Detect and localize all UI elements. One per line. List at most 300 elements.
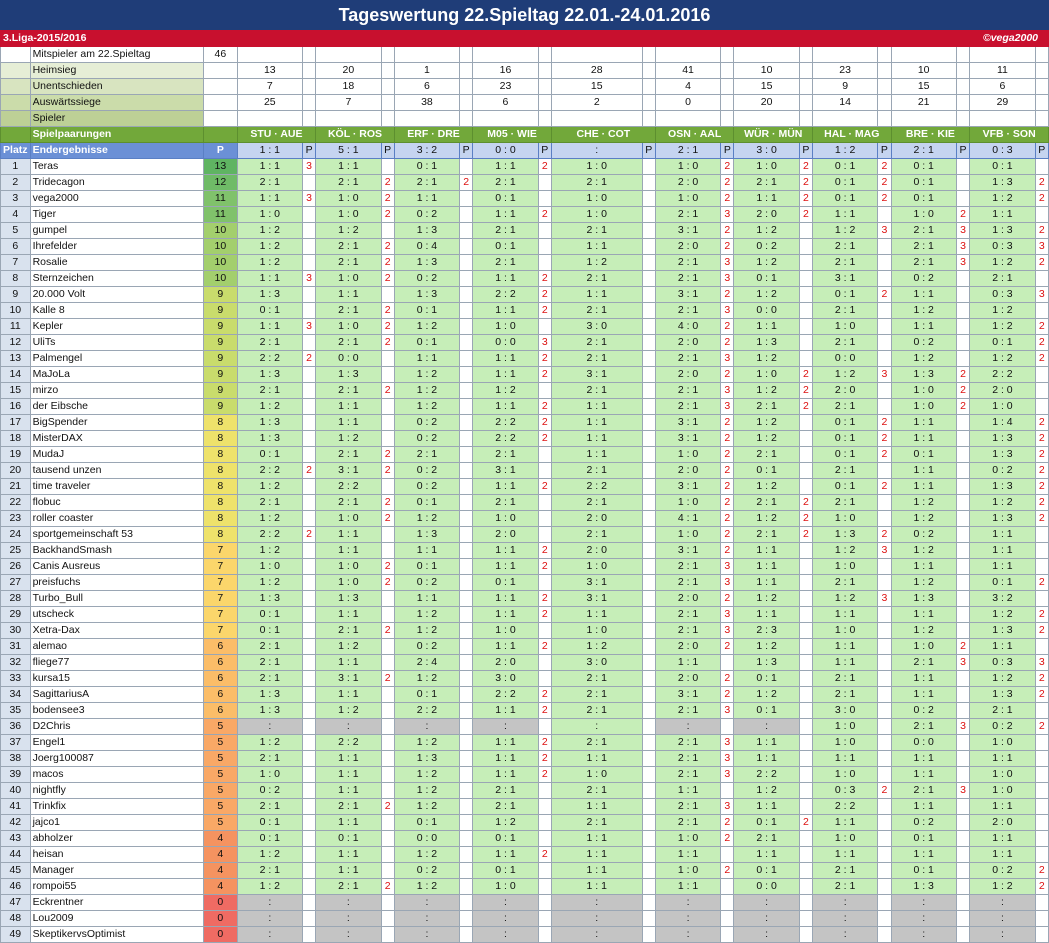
tip-points: 2 xyxy=(1035,607,1048,623)
blank xyxy=(878,47,891,63)
tip-points xyxy=(302,415,315,431)
tip-cell: 2 : 0 xyxy=(473,527,538,543)
tip-points xyxy=(460,159,473,175)
tip-cell: 1 : 0 xyxy=(655,159,720,175)
tip-points xyxy=(799,735,812,751)
tip-cell: 2 : 0 xyxy=(655,175,720,191)
player-rank: 22 xyxy=(1,495,31,511)
stat-cell: 10 xyxy=(734,63,799,79)
tip-cell: 1 : 2 xyxy=(970,319,1035,335)
tip-cell: 2 : 1 xyxy=(316,239,381,255)
tip-cell: 1 : 1 xyxy=(734,543,799,559)
player-rank: 17 xyxy=(1,415,31,431)
tip-points xyxy=(1035,831,1048,847)
tip-points xyxy=(302,255,315,271)
tip-points xyxy=(538,895,551,911)
tip-cell: 1 : 2 xyxy=(734,223,799,239)
tip-cell: 2 : 1 xyxy=(655,767,720,783)
player-rank: 8 xyxy=(1,271,31,287)
tip-points xyxy=(642,543,655,559)
tip-points xyxy=(460,735,473,751)
blank xyxy=(970,111,1035,127)
tip-points xyxy=(878,207,891,223)
player-points: 7 xyxy=(204,543,238,559)
tip-cell: 1 : 2 xyxy=(970,671,1035,687)
tip-points xyxy=(302,879,315,895)
tip-points xyxy=(1035,799,1048,815)
tip-cell: 1 : 1 xyxy=(473,207,538,223)
tip-cell: 1 : 1 xyxy=(970,847,1035,863)
tip-cell: 1 : 0 xyxy=(813,719,878,735)
tip-points: 2 xyxy=(381,511,394,527)
tip-points: 2 xyxy=(878,479,891,495)
player-name: BigSpender xyxy=(30,415,203,431)
tip-cell: 1 : 1 xyxy=(813,207,878,223)
tip-cell: 1 : 3 xyxy=(970,623,1035,639)
player-rank: 14 xyxy=(1,367,31,383)
tip-cell: 2 : 1 xyxy=(316,447,381,463)
tip-cell: 1 : 2 xyxy=(970,607,1035,623)
player-row xyxy=(1,783,1049,799)
tip-points: 2 xyxy=(1035,223,1048,239)
tip-cell: 1 : 3 xyxy=(970,479,1035,495)
tip-cell: 1 : 1 xyxy=(473,735,538,751)
tip-points xyxy=(302,287,315,303)
tip-points xyxy=(642,719,655,735)
tip-cell: 1 : 0 xyxy=(237,767,302,783)
stat-cell: 4 xyxy=(655,79,720,95)
tip-points: 2 xyxy=(721,671,734,687)
tip-points xyxy=(642,431,655,447)
tip-points: 2 xyxy=(381,623,394,639)
tip-cell: 2 : 1 xyxy=(891,783,956,799)
tip-cell: 3 : 1 xyxy=(655,223,720,239)
blank xyxy=(551,47,642,63)
tip-cell: 1 : 2 xyxy=(734,639,799,655)
tip-points: 2 xyxy=(538,607,551,623)
fixture-pair: OSN · AAL xyxy=(655,127,734,143)
blank xyxy=(302,79,315,95)
tip-cell: 1 : 2 xyxy=(551,255,642,271)
stat-cell: 10 xyxy=(891,63,956,79)
tip-cell: 1 : 1 xyxy=(316,751,381,767)
blank xyxy=(642,111,655,127)
tip-points xyxy=(956,175,969,191)
player-row xyxy=(1,831,1049,847)
tip-cell: 2 : 1 xyxy=(891,223,956,239)
tip-cell: 2 : 1 xyxy=(891,239,956,255)
tip-cell: 0 : 1 xyxy=(394,559,459,575)
tip-cell: 1 : 3 xyxy=(734,335,799,351)
player-row xyxy=(1,399,1049,415)
tip-cell: 1 : 3 xyxy=(970,223,1035,239)
tip-points: 2 xyxy=(721,223,734,239)
tip-cell: 1 : 2 xyxy=(891,351,956,367)
tip-points xyxy=(460,223,473,239)
tip-points xyxy=(538,783,551,799)
tip-points xyxy=(878,671,891,687)
tip-points xyxy=(956,671,969,687)
tip-points xyxy=(538,447,551,463)
tip-cell: 3 : 1 xyxy=(655,415,720,431)
tip-cell: 3 : 1 xyxy=(551,575,642,591)
tip-cell: 2 : 1 xyxy=(655,271,720,287)
p-header: P xyxy=(381,143,394,159)
tip-cell: 1 : 1 xyxy=(316,815,381,831)
blank xyxy=(316,111,381,127)
blank xyxy=(970,47,1035,63)
tip-points xyxy=(1035,927,1048,943)
tip-points xyxy=(381,223,394,239)
player-points: 9 xyxy=(204,287,238,303)
tip-points xyxy=(878,559,891,575)
tip-points xyxy=(1035,815,1048,831)
player-name: mirzo xyxy=(30,383,203,399)
tip-points xyxy=(956,351,969,367)
tip-points: 3 xyxy=(956,655,969,671)
tip-cell: 2 : 1 xyxy=(734,175,799,191)
tip-points: 2 xyxy=(381,191,394,207)
tip-points xyxy=(460,239,473,255)
tip-cell: 2 : 1 xyxy=(551,175,642,191)
tip-cell: 2 : 1 xyxy=(891,719,956,735)
tip-points xyxy=(878,335,891,351)
tip-points xyxy=(642,703,655,719)
stat-cell: 9 xyxy=(813,79,878,95)
tip-cell: 1 : 1 xyxy=(734,575,799,591)
blank xyxy=(204,95,238,111)
tip-points: 2 xyxy=(799,527,812,543)
player-points: 5 xyxy=(204,719,238,735)
player-points: 13 xyxy=(204,159,238,175)
tip-cell: 3 : 1 xyxy=(473,463,538,479)
tip-cell: 2 : 1 xyxy=(551,463,642,479)
player-name: Teras xyxy=(30,159,203,175)
tip-points: 3 xyxy=(302,319,315,335)
tip-cell: 1 : 2 xyxy=(891,511,956,527)
tip-points xyxy=(302,751,315,767)
tip-cell: 2 : 1 xyxy=(734,447,799,463)
tip-points: 2 xyxy=(538,351,551,367)
tip-points xyxy=(1035,847,1048,863)
participants-row xyxy=(1,47,1049,63)
tip-points xyxy=(1035,527,1048,543)
tip-cell: 1 : 3 xyxy=(394,223,459,239)
player-rank: 1 xyxy=(1,159,31,175)
player-row xyxy=(1,335,1049,351)
player-rank: 23 xyxy=(1,511,31,527)
tip-cell: 0 : 1 xyxy=(891,175,956,191)
tip-cell: 1 : 1 xyxy=(551,831,642,847)
tip-cell: 1 : 1 xyxy=(655,879,720,895)
tip-cell: 0 : 2 xyxy=(970,863,1035,879)
player-row xyxy=(1,415,1049,431)
tip-cell: 2 : 1 xyxy=(551,687,642,703)
player-points: 6 xyxy=(204,671,238,687)
tip-cell: 1 : 1 xyxy=(316,655,381,671)
player-points: 7 xyxy=(204,623,238,639)
tip-cell: 1 : 0 xyxy=(655,831,720,847)
blank xyxy=(1,111,31,127)
fixtures-label: Spielpaarungen xyxy=(30,127,203,143)
tip-points xyxy=(538,383,551,399)
tip-points xyxy=(799,319,812,335)
tip-points xyxy=(460,479,473,495)
player-name: Rosalie xyxy=(30,255,203,271)
blank xyxy=(551,111,642,127)
tip-points xyxy=(956,543,969,559)
tip-points xyxy=(381,863,394,879)
tip-cell: 0 : 1 xyxy=(813,479,878,495)
tip-cell: 1 : 3 xyxy=(394,255,459,271)
tip-points xyxy=(302,207,315,223)
player-points: 7 xyxy=(204,559,238,575)
tip-cell: 1 : 0 xyxy=(813,623,878,639)
player-row xyxy=(1,607,1049,623)
blank xyxy=(302,111,315,127)
tip-points xyxy=(799,879,812,895)
tip-cell: 1 : 1 xyxy=(734,751,799,767)
tip-points xyxy=(460,703,473,719)
tip-points xyxy=(302,175,315,191)
tip-cell: 1 : 2 xyxy=(970,351,1035,367)
player-rank: 48 xyxy=(1,911,31,927)
player-rank: 27 xyxy=(1,575,31,591)
tip-points xyxy=(1035,751,1048,767)
fixture-pair: STU · AUE xyxy=(237,127,316,143)
tip-points xyxy=(642,319,655,335)
tip-points: 2 xyxy=(878,175,891,191)
tip-points xyxy=(721,719,734,735)
tip-points xyxy=(302,895,315,911)
tip-cell: 2 : 1 xyxy=(316,303,381,319)
tip-cell: 2 : 1 xyxy=(237,655,302,671)
blank xyxy=(799,79,812,95)
tip-points xyxy=(538,671,551,687)
tip-points xyxy=(799,303,812,319)
tip-cell: 2 : 0 xyxy=(813,383,878,399)
tip-cell: 2 : 1 xyxy=(813,399,878,415)
blank xyxy=(538,63,551,79)
tip-points: 2 xyxy=(956,367,969,383)
tip-cell: 1 : 3 xyxy=(237,287,302,303)
tip-points xyxy=(878,383,891,399)
tip-cell: 0 : 1 xyxy=(813,447,878,463)
player-name: sportgemeinschaft 53 xyxy=(30,527,203,543)
player-points: 5 xyxy=(204,799,238,815)
player-points: 11 xyxy=(204,207,238,223)
tip-points xyxy=(878,879,891,895)
tip-points xyxy=(642,399,655,415)
tip-cell: 0 : 2 xyxy=(734,239,799,255)
tip-points xyxy=(642,159,655,175)
tip-points: 2 xyxy=(538,559,551,575)
tip-cell: 0 : 1 xyxy=(394,815,459,831)
tip-cell: 2 : 1 xyxy=(473,255,538,271)
tip-points: 2 xyxy=(721,287,734,303)
player-name: 20.000 Volt xyxy=(30,287,203,303)
tip-points: 3 xyxy=(302,191,315,207)
tip-cell: 1 : 2 xyxy=(316,703,381,719)
tip-points xyxy=(956,879,969,895)
player-row xyxy=(1,751,1049,767)
tip-cell: 0 : 1 xyxy=(891,831,956,847)
tip-points: 2 xyxy=(721,319,734,335)
tip-points xyxy=(799,591,812,607)
tip-points xyxy=(460,543,473,559)
tip-cell: 1 : 1 xyxy=(473,399,538,415)
tip-points: 2 xyxy=(878,447,891,463)
player-name: Tridecagon xyxy=(30,175,203,191)
tip-points: 2 xyxy=(721,543,734,559)
fixture-pair: VFB · SON xyxy=(970,127,1049,143)
tip-cell: 2 : 1 xyxy=(655,351,720,367)
tip-points xyxy=(460,399,473,415)
tip-points: 3 xyxy=(302,271,315,287)
tip-points xyxy=(381,815,394,831)
blank xyxy=(316,47,381,63)
tip-points xyxy=(460,719,473,735)
tip-points xyxy=(538,463,551,479)
tip-points xyxy=(642,479,655,495)
tip-cell: 1 : 2 xyxy=(891,623,956,639)
tip-points: 2 xyxy=(878,191,891,207)
tip-points: 3 xyxy=(878,223,891,239)
tip-points xyxy=(642,831,655,847)
player-name: vega2000 xyxy=(30,191,203,207)
tip-points xyxy=(538,863,551,879)
tip-points xyxy=(956,463,969,479)
player-points: 9 xyxy=(204,367,238,383)
blank xyxy=(1035,79,1048,95)
tip-cell: 1 : 1 xyxy=(734,847,799,863)
tip-cell: 0 : 2 xyxy=(394,431,459,447)
tip-points: 2 xyxy=(1035,863,1048,879)
tip-points xyxy=(302,591,315,607)
player-points: 7 xyxy=(204,607,238,623)
tip-cell: 1 : 2 xyxy=(734,783,799,799)
tip-cell: 1 : 2 xyxy=(237,847,302,863)
p-header: P xyxy=(302,143,315,159)
player-name: jajco1 xyxy=(30,815,203,831)
tip-points: 2 xyxy=(721,415,734,431)
tip-cell: 1 : 2 xyxy=(734,591,799,607)
tip-points xyxy=(302,607,315,623)
tip-points xyxy=(460,687,473,703)
player-row xyxy=(1,879,1049,895)
tip-points xyxy=(956,847,969,863)
tip-points xyxy=(956,703,969,719)
stat-cell: 18 xyxy=(316,79,381,95)
tip-points xyxy=(799,767,812,783)
tip-cell: 2 : 1 xyxy=(394,175,459,191)
tip-points xyxy=(1035,399,1048,415)
player-name: fliege77 xyxy=(30,655,203,671)
tip-cell: : xyxy=(316,895,381,911)
blank xyxy=(538,95,551,111)
tip-cell: 0 : 1 xyxy=(394,159,459,175)
tip-cell: 2 : 1 xyxy=(813,879,878,895)
tip-points: 3 xyxy=(721,607,734,623)
fixture-pair: BRE · KIE xyxy=(891,127,970,143)
fixture-pair: CHE · COT xyxy=(551,127,655,143)
tip-cell: 3 : 0 xyxy=(813,703,878,719)
standings-table xyxy=(0,30,1049,943)
tip-cell: 1 : 0 xyxy=(237,559,302,575)
tip-points xyxy=(381,415,394,431)
tip-points xyxy=(302,815,315,831)
tip-cell: 1 : 1 xyxy=(734,735,799,751)
tip-points: 2 xyxy=(799,383,812,399)
tip-points: 2 xyxy=(1035,687,1048,703)
tip-cell: 1 : 1 xyxy=(473,751,538,767)
tip-points xyxy=(799,895,812,911)
tip-points: 2 xyxy=(721,431,734,447)
tip-points xyxy=(878,703,891,719)
tip-points xyxy=(642,415,655,431)
tip-cell: 2 : 2 xyxy=(813,799,878,815)
blank xyxy=(1035,63,1048,79)
player-name: Sternzeichen xyxy=(30,271,203,287)
tip-points xyxy=(460,623,473,639)
tip-points xyxy=(302,431,315,447)
tip-cell: 1 : 2 xyxy=(394,879,459,895)
tip-points xyxy=(460,287,473,303)
tip-points: 2 xyxy=(1035,719,1048,735)
tip-cell: 1 : 1 xyxy=(813,639,878,655)
tip-points xyxy=(956,287,969,303)
tip-points xyxy=(302,239,315,255)
player-name: Manager xyxy=(30,863,203,879)
tip-cell: 1 : 3 xyxy=(237,687,302,703)
tip-points xyxy=(799,575,812,591)
tip-points xyxy=(381,783,394,799)
tip-cell: 2 : 1 xyxy=(970,271,1035,287)
tip-points: 2 xyxy=(1035,495,1048,511)
tip-cell: 1 : 2 xyxy=(237,735,302,751)
copyright: ©vega2000 xyxy=(970,31,1049,47)
tip-points xyxy=(381,703,394,719)
tip-cell: 1 : 2 xyxy=(316,639,381,655)
player-name: der Eibsche xyxy=(30,399,203,415)
tip-cell: 0 : 1 xyxy=(891,447,956,463)
blank xyxy=(460,79,473,95)
blank xyxy=(721,79,734,95)
tip-points xyxy=(799,655,812,671)
stat-cell: 29 xyxy=(970,95,1035,111)
tip-cell: 1 : 2 xyxy=(394,623,459,639)
tip-cell: 1 : 1 xyxy=(237,271,302,287)
tip-cell: 0 : 0 xyxy=(394,831,459,847)
tip-points xyxy=(460,831,473,847)
tip-cell: : xyxy=(970,911,1035,927)
tip-cell: 2 : 1 xyxy=(551,303,642,319)
tip-cell: 0 : 1 xyxy=(891,191,956,207)
tip-points xyxy=(460,527,473,543)
player-name: preisfuchs xyxy=(30,575,203,591)
tip-points xyxy=(302,383,315,399)
tip-cell: 2 : 1 xyxy=(734,831,799,847)
tip-cell: 2 : 1 xyxy=(473,799,538,815)
tip-cell: 2 : 2 xyxy=(551,479,642,495)
tip-cell: 1 : 1 xyxy=(891,559,956,575)
tip-points xyxy=(302,735,315,751)
blank xyxy=(1,127,31,143)
tip-points xyxy=(538,239,551,255)
tip-cell: 1 : 2 xyxy=(394,671,459,687)
tip-points: 2 xyxy=(538,159,551,175)
blank xyxy=(956,63,969,79)
